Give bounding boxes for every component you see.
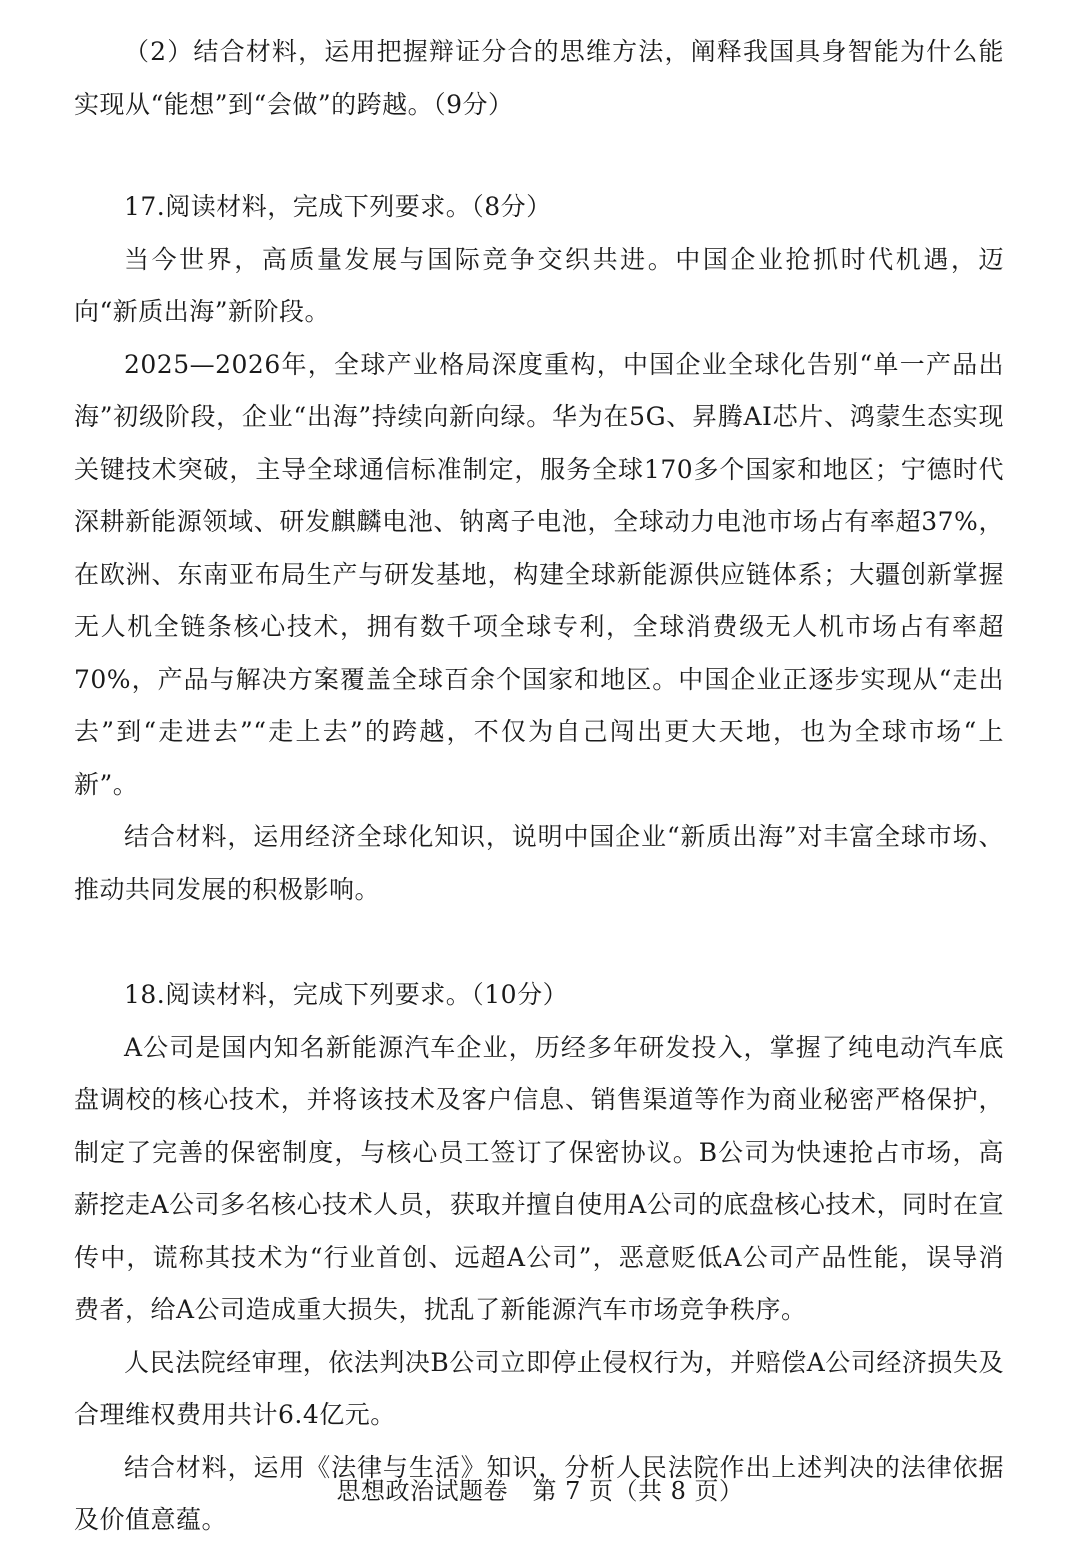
- question-17-prompt: 结合材料，运用经济全球化知识，说明中国企业“新质出海”对丰富全球市场、推动共同发展的积极影响。: [74, 822, 1004, 904]
- question-18-paragraph-1: A公司是国内知名新能源汽车企业，历经多年研发投入，掌握了纯电动汽车底盘调校的核心技术，并将该技术及客户信息、销售渠道等作为商业秘密严格保护，制定了完善的保密制度，与核心员工签订了保密协议。B公司为快速抢占市场，高薪挖走A公司多名核心技术人员，获取并擅自使用A公司的底盘核心技术，同时在宣传中，谎称其技术为“行业首创、远超A公司”，恶意贬低A公司产品性能，误导消费者，给A公司造成重大损失，扰乱了新能源汽车市场竞争秩序。: [74, 1032, 1004, 1324]
- question-17-paragraph-2: 2025—2026年，全球产业格局深度重构，中国企业全球化告别“单一产品出海”初级阶段，企业“出海”持续向新向绿。华为在5G、昇腾AI芯片、鸿蒙生态实现关键技术突破，主导全球通信标准制定，服务全球170多个国家和地区；宁德时代深耕新能源领域、研发麒麟电池、钠离子电池，全球动力电池市场占有率超37%，在欧洲、东南亚布局生产与研发基地，构建全球新能源供应链体系；大疆创新掌握无人机全链条核心技术，拥有数千项全球专利，全球消费级无人机市场占有率超70%，产品与解决方案覆盖全球百余个国家和地区。中国企业正逐步实现从“走出去”到“走进去”“走上去”的跨越，不仅为自己闯出更大天地，也为全球市场“上新”。: [74, 349, 1004, 799]
- question-16-part-2: （2）结合材料，运用把握辩证分合的思维方法，阐释我国具身智能为什么能实现从“能想”到“会做”的跨越。（9分）: [74, 37, 1004, 119]
- question-17-paragraph-1: 当今世界，高质量发展与国际竞争交织共进。中国企业抢抓时代机遇，迈向“新质出海”新阶段。: [74, 244, 1004, 326]
- question-18-paragraph-2: 人民法院经审理，依法判决B公司立即停止侵权行为，并赔偿A公司经济损失及合理维权费用共计6.4亿元。: [74, 1347, 1004, 1429]
- section-gap: [74, 131, 1004, 181]
- page-footer: 思想政治试题卷 第 7 页（共 8 页）: [336, 1477, 744, 1505]
- question-17-heading: 17.阅读材料，完成下列要求。（8分）: [124, 192, 552, 221]
- section-gap: [74, 916, 1004, 969]
- question-18-prompt: 结合材料，运用《法律与生活》知识，分析人民法院作出上述判决的法律依据及价值意蕴。: [74, 1452, 1004, 1534]
- exam-page: [74, 26, 1004, 1547]
- question-18-heading: 18.阅读材料，完成下列要求。（10分）: [124, 980, 569, 1009]
